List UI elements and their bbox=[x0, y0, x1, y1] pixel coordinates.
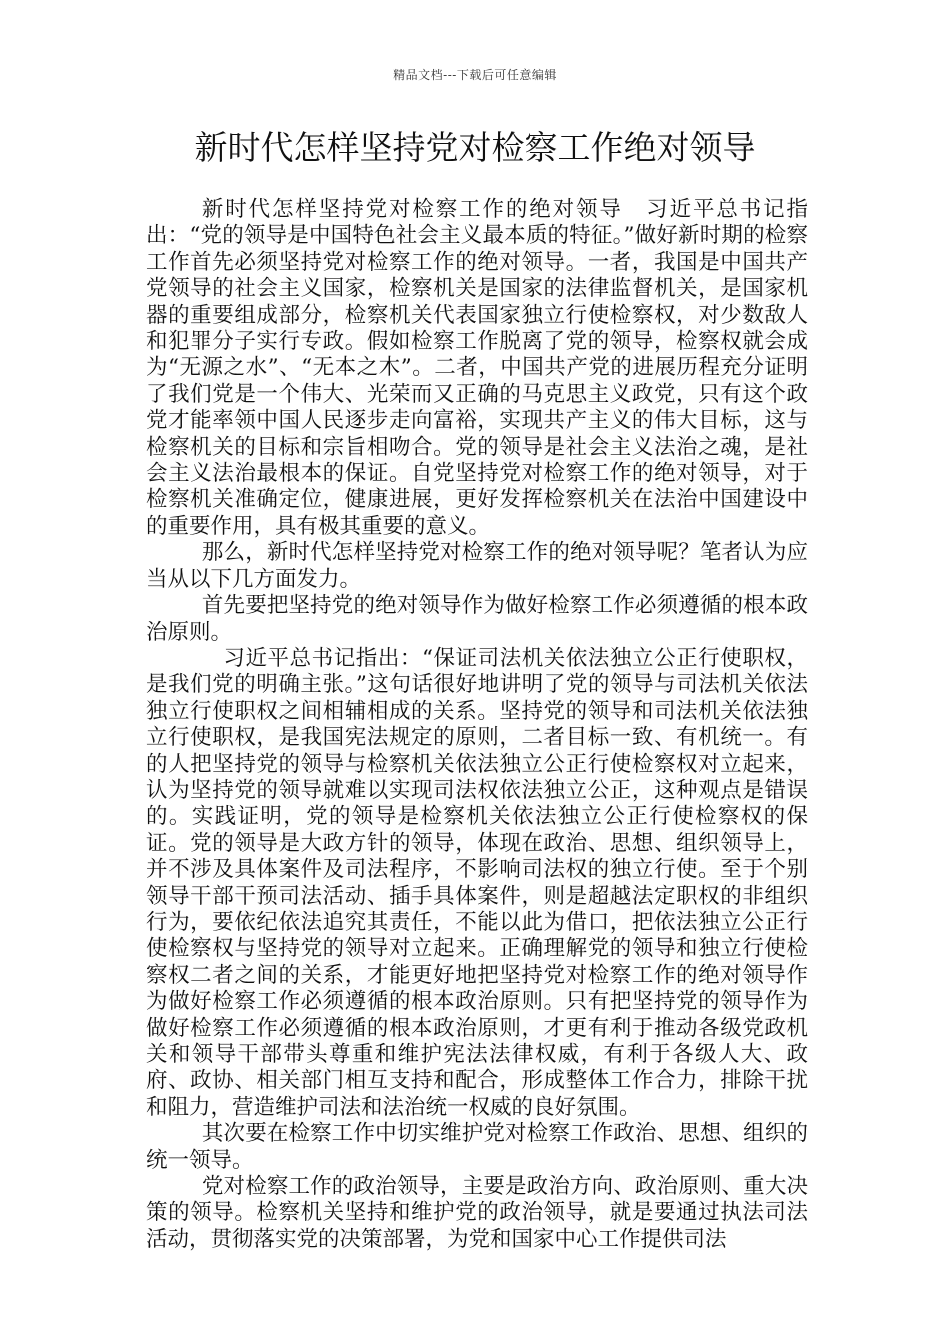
document-body bbox=[146, 197, 808, 1253]
document-title: 新时代怎样坚持党对检察工作绝对领导 bbox=[194, 128, 756, 167]
paragraph-1: 新时代怎样坚持党对检察工作的绝对领导 习近平总书记指出：“党的领导是中国特色社会主义最本质的特征。”做好新时期的检察工作首先必须坚持党对检察工作的绝对领导。一者，我国是中国共产党领导的社会主义国家，检察机关是国家的法律监督机关，是国家机器的重要组成部分，检察机关代表国家独立行使检察权，对少数敌人和犯罪分子实行专政。假如检察工作脱离了党的领导，检察权就会成为“无源之水”、“无本之木”。二者，中国共产党的进展历程充分证明了我们党是一个伟大、光荣而又正确的马克思主义政党，只有这个政党才能率领中国人民逐步走向富裕，实现共产主义的伟大目标，这与检察机关的目标和宗旨相吻合。党的领导是社会主义法治之魂，是社会主义法治最根本的保证。自党坚持党对检察工作的绝对领导，对于检察机关准确定位，健康进展，更好发挥检察机关在法治中国建设中的重要作用，具有极其重要的意义。 bbox=[146, 197, 808, 539]
paragraph-2: 那么，新时代怎样坚持党对检察工作的绝对领导呢？笔者认为应当从以下几方面发力。 bbox=[146, 540, 808, 592]
paragraph-5: 其次要在检察工作中切实维护党对检察工作政治、思想、组织的统一领导。 bbox=[146, 1121, 808, 1173]
paragraph-3: 首先要把坚持党的绝对领导作为做好检察工作必须遵循的根本政治原则。 bbox=[146, 593, 808, 645]
header-note: 精品文档---下载后可任意编辑 bbox=[393, 68, 557, 82]
paragraph-6: 党对检察工作的政治领导，主要是政治方向、政治原则、重大决策的领导。检察机关坚持和维护党的政治领导，就是要通过执法司法活动，贯彻落实党的决策部署，为党和国家中心工作提供司法 bbox=[146, 1174, 808, 1252]
paragraph-4: 习近平总书记指出：“保证司法机关依法独立公正行使职权，是我们党的明确主张。”这句话很好地讲明了党的领导与司法机关依法独立行使职权之间相辅相成的关系。坚持党的领导和司法机关依法独立行使职权，是我国宪法规定的原则，二者目标一致、有机统一。有的人把坚持党的领导与检察机关依法独立公正行使检察权对立起来，认为坚持党的领导就难以实现司法权依法独立公正，这种观点是错误的。实践证明，党的领导是检察机关依法独立公正行使检察权的保证。党的领导是大政方针的领导，体现在政治、思想、组织领导上，并不涉及具体案件及司法程序，不影响司法权的独立行使。至于个别领导干部干预司法活动、插手具体案件，则是超越法定职权的非组织行为，要依纪依法追究其责任，不能以此为借口，把依法独立公正行使检察权与坚持党的领导对立起来。正确理解党的领导和独立行使检察权二者之间的关系，才能更好地把坚持党对检察工作的绝对领导作为做好检察工作必须遵循的根本政治原则。只有把坚持党的领导作为做好检察工作必须遵循的根本政治原则，才更有利于推动各级党政机关和领导干部带头尊重和维护宪法法律权威，有利于各级人大、政府、政协、相关部门相互支持和配合，形成整体工作合力，排除干扰和阻力，营造维护司法和法治统一权威的良好氛围。 bbox=[146, 645, 808, 1120]
